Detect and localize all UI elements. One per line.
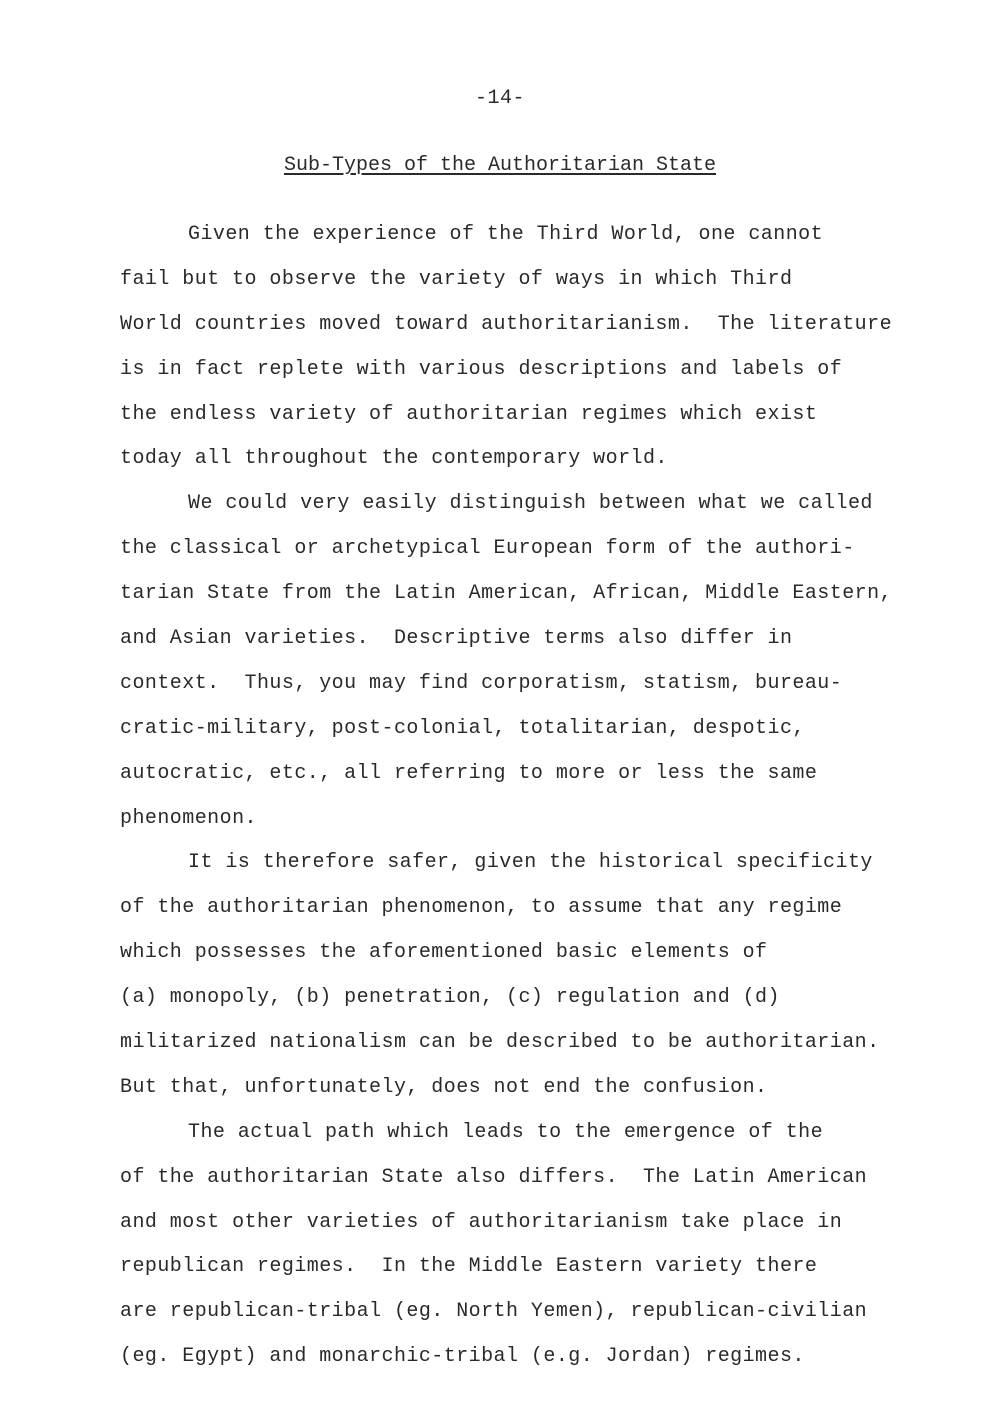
text-line: are republican-tribal (eg. North Yemen), republican-civilian (120, 1300, 868, 1324)
text-line: republican regimes. In the Middle Eastern variety there (120, 1255, 818, 1279)
text-line: of the authoritarian State also differs. The Latin American (120, 1165, 868, 1189)
text-line: (a) monopoly, (b) penetration, (c) regulation and (d) (120, 986, 780, 1010)
text-line: But that, unfortunately, does not end the confusion. (120, 1075, 768, 1099)
text-line: tarian State from the Latin American, African, Middle Eastern, (120, 582, 893, 606)
text-line: of the authoritarian phenomenon, to assume that any regime (120, 896, 843, 920)
text-line: is in fact replete with various descriptions and labels of (120, 357, 843, 381)
text-line: context. Thus, you may find corporatism, statism, bureau- (120, 671, 843, 695)
text-line: and most other varieties of authoritarianism take place in (120, 1210, 843, 1234)
text-line: We could very easily distinguish between what we called (188, 492, 873, 516)
section-title: Sub-Types of the Authoritarian State (283, 154, 717, 177)
text-line: Given the experience of the Third World, one cannot (188, 223, 824, 246)
text-line: the endless variety of authoritarian regimes which exist (120, 402, 818, 426)
body-text (120, 220, 980, 1387)
text-line: and Asian varieties. Descriptive terms also differ in (120, 627, 793, 651)
text-line: phenomenon. (120, 806, 257, 830)
text-line: cratic-military, post-colonial, totalitarian, despotic, (120, 716, 805, 740)
text-line: fail but to observe the variety of ways in which Third (120, 267, 793, 291)
text-line: autocratic, etc., all referring to more or less the same (120, 761, 818, 785)
text-line: (eg. Egypt) and monarchic-tribal (e.g. Jordan) regimes. (120, 1345, 805, 1369)
text-line: which possesses the aforementioned basic elements of (120, 941, 768, 965)
text-line: The actual path which leads to the emergence of the (188, 1120, 824, 1144)
text-line: today all throughout the contemporary world. (120, 447, 668, 471)
text-line: World countries moved toward authoritarianism. The literature (120, 312, 893, 336)
text-line: It is therefore safer, given the historical specificity (188, 851, 873, 875)
text-line: the classical or archetypical European form of the authori- (120, 537, 855, 561)
page-number: -14- (474, 87, 525, 110)
text-line: militarized nationalism can be described to be authoritarian. (120, 1031, 880, 1055)
